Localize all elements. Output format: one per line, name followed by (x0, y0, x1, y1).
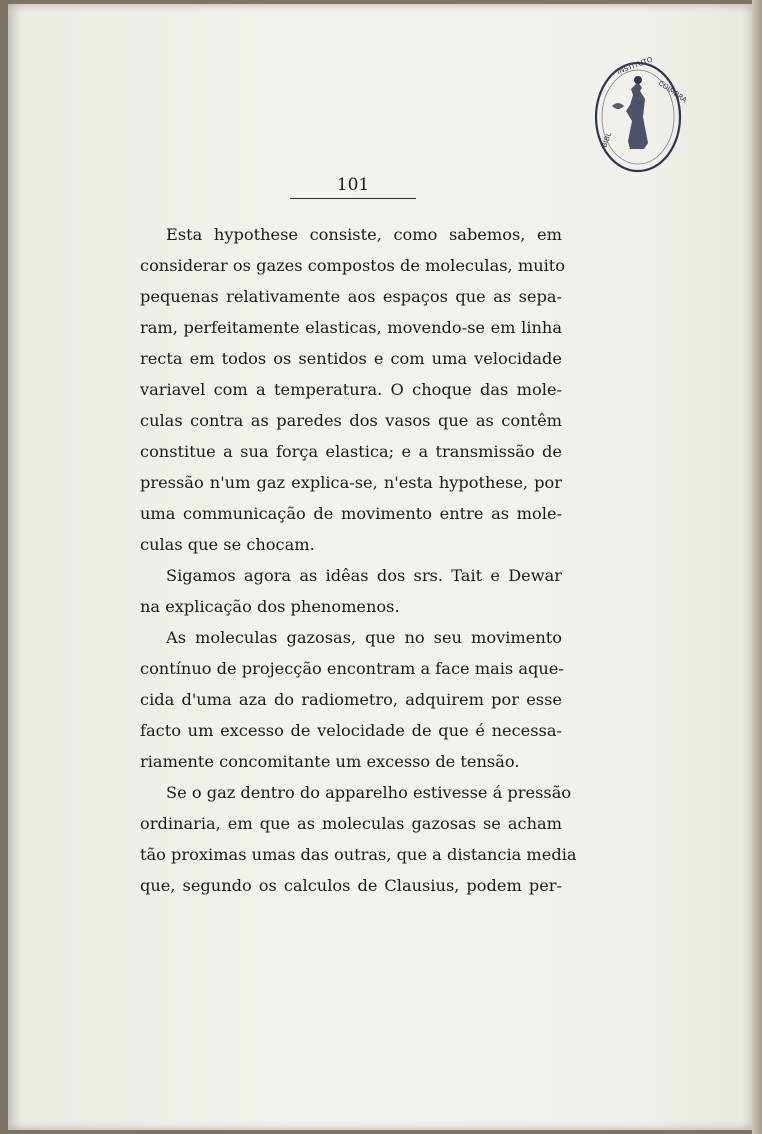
text-line: riamente concomitante um excesso de tensão. (140, 752, 520, 771)
text-line: na explicação dos phenomenos. (140, 597, 400, 616)
text-line: facto um excesso de velocidade de que é necessa- (140, 721, 562, 740)
text-line: Se o gaz dentro do apparelho estivesse á pressão (166, 783, 572, 802)
text-line: pressão n'um gaz explica-se, n'esta hypothese, por (140, 473, 562, 492)
header-rule (290, 198, 416, 199)
text-line: cida d'uma aza do radiometro, adquirem por esse (140, 690, 562, 709)
text-line: pequenas relativamente aos espaços que as sepa- (140, 287, 562, 306)
text-line: tão proximas umas das outras, que a distancia media (140, 845, 577, 864)
text-line: Esta hypothese consiste, como sabemos, em (166, 225, 562, 244)
text-line: As moleculas gazosas, que no seu movimento (166, 628, 562, 647)
text-line: culas que se chocam. (140, 535, 315, 554)
text-line: Sigamos agora as idêas dos srs. Tait e Dewar (166, 566, 562, 585)
svg-text:COIMBRA: COIMBRA (656, 79, 689, 105)
text-line: que, segundo os calculos de Clausius, podem per- (140, 876, 562, 895)
svg-text:INSTITUTO: INSTITUTO (615, 55, 654, 76)
text-line: ram, perfeitamente elasticas, movendo-se em linha (140, 318, 562, 337)
text-line: recta em todos os sentidos e com uma velocidade (140, 349, 562, 368)
svg-text:BIBL: BIBL (600, 131, 614, 149)
book-page (8, 4, 752, 1130)
text-line: considerar os gazes compostos de moleculas, muito (140, 256, 566, 275)
text-line: uma communicação de movimento entre as mole- (140, 504, 562, 523)
library-stamp (592, 55, 689, 174)
text-line: constitue a sua força elastica; e a transmissão de (140, 442, 562, 461)
text-line: contínuo de projecção encontram a face mais aque- (140, 659, 564, 678)
body-text (140, 219, 577, 901)
page-edge (752, 0, 762, 1134)
text-line: variavel com a temperatura. O choque das mole- (140, 380, 562, 399)
text-line: ordinaria, em que as moleculas gazosas se acham (140, 814, 562, 833)
page-number: 101 (336, 175, 370, 195)
text-line: culas contra as paredes dos vasos que as contêm (140, 411, 562, 430)
